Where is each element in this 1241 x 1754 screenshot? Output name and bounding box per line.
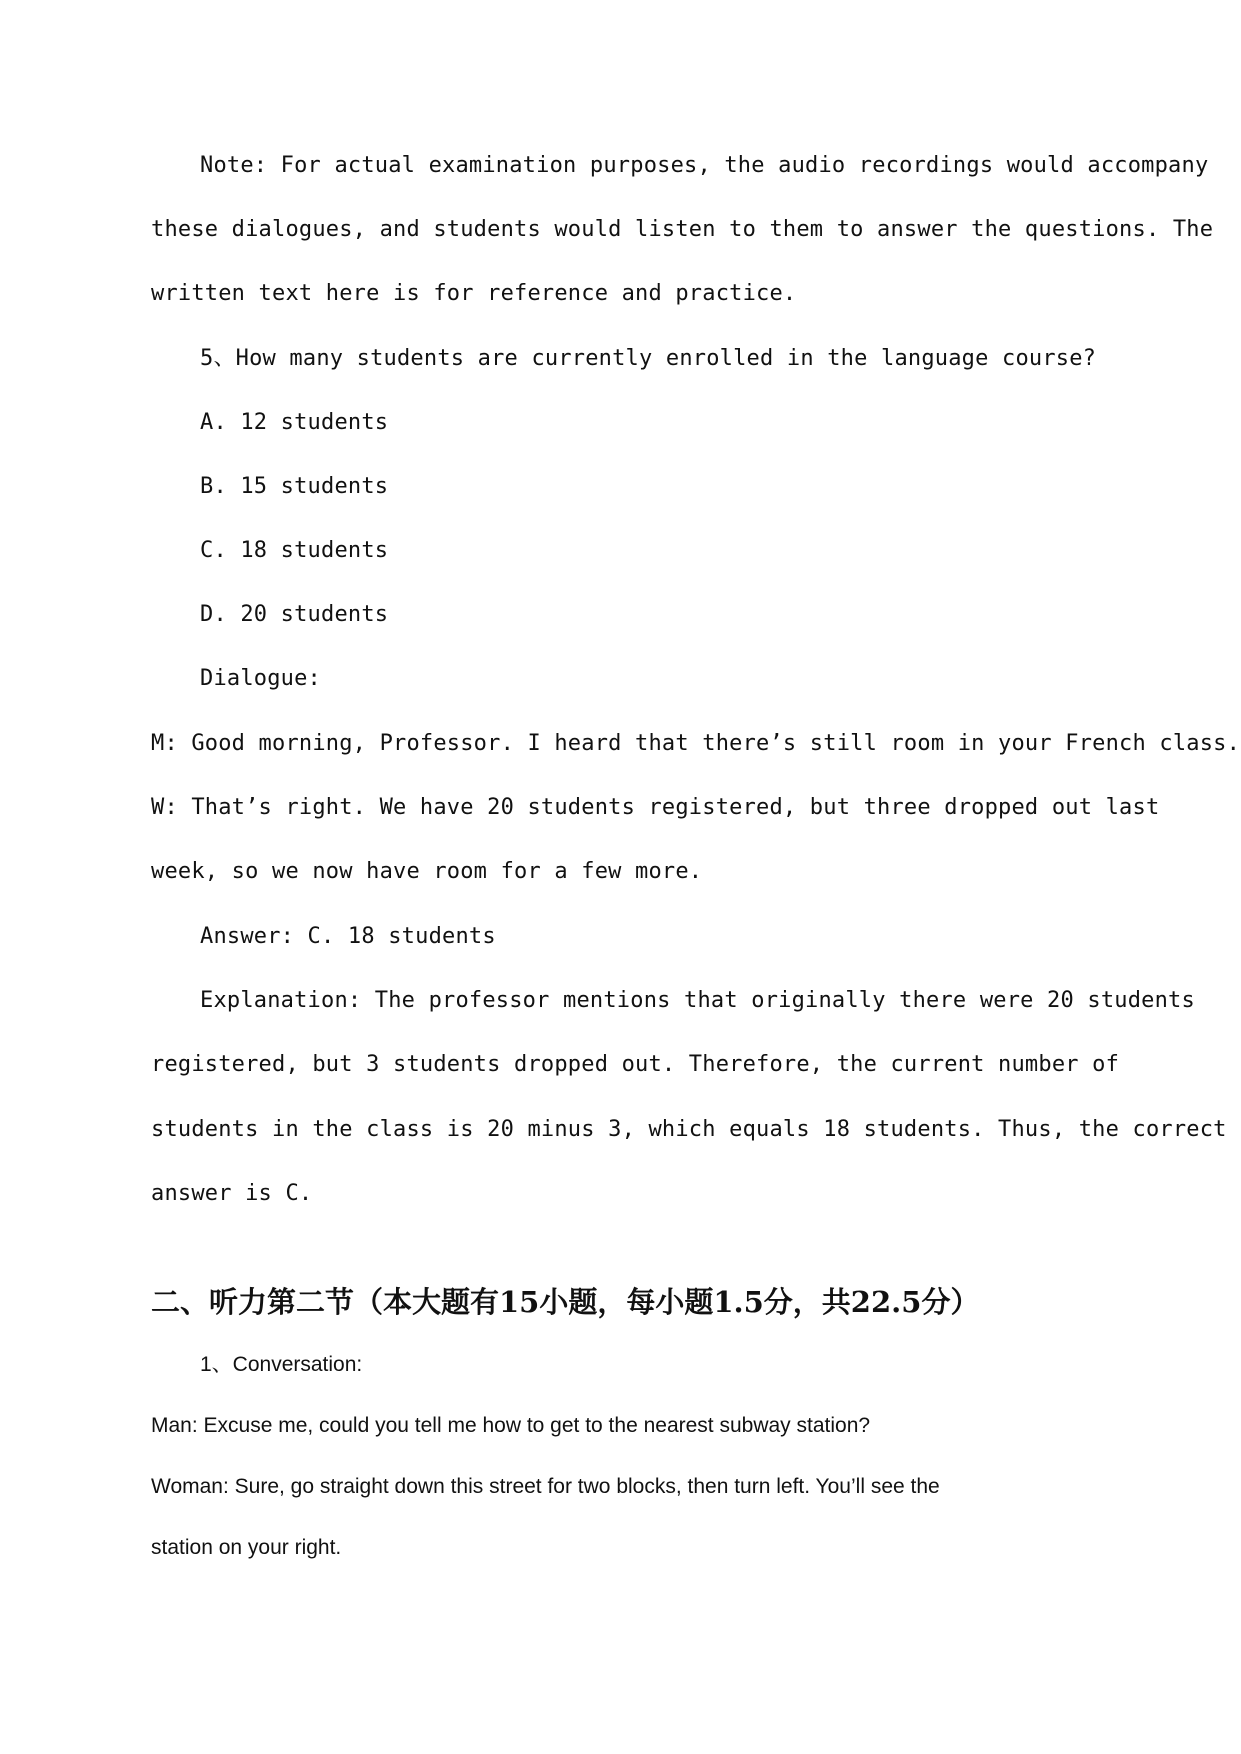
conversation-1-line-3: station on your right. — [151, 1536, 342, 1559]
explanation-line-2: registered, but 3 students dropped out. Therefore, the current number of — [151, 1052, 1120, 1077]
explanation-line-4: answer is C. — [151, 1181, 313, 1206]
answer-line: Answer: C. 18 students — [200, 924, 496, 949]
conversation-1-label: 1、Conversation: — [200, 1353, 363, 1376]
question-5-option-d: D. 20 students — [200, 602, 389, 627]
question-5-option-b: B. 15 students — [200, 474, 389, 499]
dialogue-line-1: M: Good morning, Professor. I heard that there’s still room in your French class. — [151, 731, 1241, 756]
question-5-option-c: C. 18 students — [200, 538, 389, 563]
explanation-line-1: Explanation: The professor mentions that originally there were 20 students — [200, 988, 1195, 1013]
dialogue-line-3: week, so we now have room for a few more. — [151, 859, 703, 884]
question-5-stem: 5、How many students are currently enrolled in the language course? — [200, 346, 1097, 371]
note-line-1: Note: For actual examination purposes, the audio recordings would accompany — [200, 153, 1209, 178]
dialogue-line-2: W: That’s right. We have 20 students registered, but three dropped out last — [151, 795, 1160, 820]
section-heading: 二、听力第二节（本大题有15小题，每小题1.5分，共22.5分） — [151, 1285, 980, 1319]
note-line-2: these dialogues, and students would listen to them to answer the questions. The — [151, 217, 1214, 242]
conversation-1-line-2: Woman: Sure, go straight down this street for two blocks, then turn left. You’ll see the — [151, 1475, 940, 1498]
question-5-option-a: A. 12 students — [200, 410, 389, 435]
note-line-3: written text here is for reference and practice. — [151, 281, 797, 306]
dialogue-label: Dialogue: — [200, 666, 322, 691]
conversation-1-line-1: Man: Excuse me, could you tell me how to get to the nearest subway station? — [151, 1414, 871, 1437]
explanation-line-3: students in the class is 20 minus 3, which equals 18 students. Thus, the correct — [151, 1117, 1227, 1142]
